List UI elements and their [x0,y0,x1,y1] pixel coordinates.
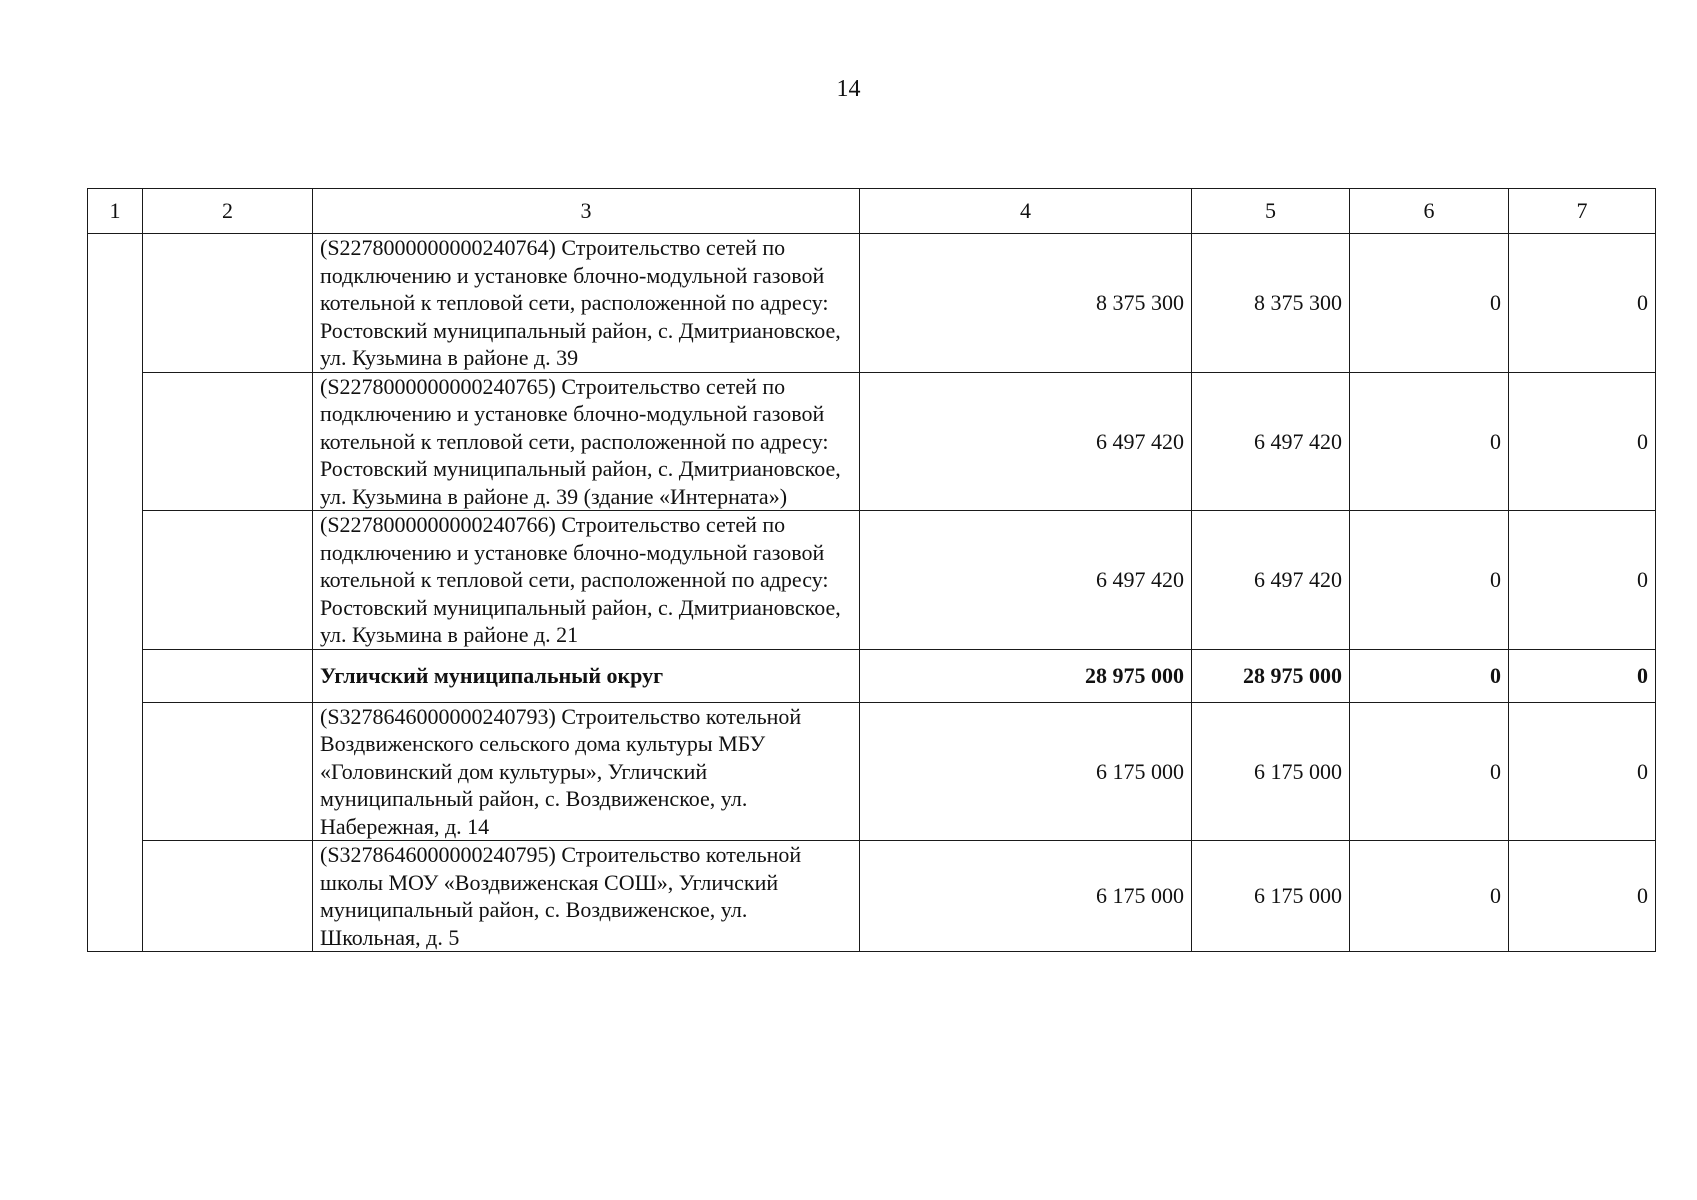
column-2-cell [143,649,313,702]
row-value-col4: 6 175 000 [860,702,1192,841]
column-header-2: 2 [143,189,313,234]
row-value-col5: 8 375 300 [1192,234,1350,373]
row-description: (S3278646000000240795) Строительство котельной школы МОУ «Воздвиженская СОШ», Угличский муниципальный район, с. Воздвиженское, ул. Школьная, д. 5 [313,841,860,952]
column-header-1: 1 [88,189,143,234]
column-header-6: 6 [1350,189,1509,234]
row-value-col7: 0 [1509,702,1656,841]
row-description: (S2278000000000240765) Строительство сетей по подключению и установке блочно-модульной газовой котельной к тепловой сети, расположенной по адресу: Ростовский муниципальный район, с. Дмитриановское, ул. Кузьмина в районе д. 39 (здание «Интерната») [313,372,860,511]
column-header-7: 7 [1509,189,1656,234]
column-header-3: 3 [313,189,860,234]
row-value-col6: 0 [1350,841,1509,952]
table-row [88,372,1656,511]
subtotal-row [88,649,1656,702]
row-value-col6: 0 [1350,234,1509,373]
row-description: (S2278000000000240766) Строительство сетей по подключению и установке блочно-модульной газовой котельной к тепловой сети, расположенной по адресу: Ростовский муниципальный район, с. Дмитриановское, ул. Кузьмина в районе д. 21 [313,511,860,650]
subtotal-value-col4: 28 975 000 [860,649,1192,702]
row-value-col4: 8 375 300 [860,234,1192,373]
row-value-col7: 0 [1509,372,1656,511]
column-1-cell [88,234,143,952]
table-row [88,702,1656,841]
table-row [88,234,1656,373]
table-row [88,511,1656,650]
row-value-col7: 0 [1509,234,1656,373]
row-value-col6: 0 [1350,511,1509,650]
row-value-col7: 0 [1509,511,1656,650]
subtotal-value-col6: 0 [1350,649,1509,702]
row-value-col4: 6 497 420 [860,511,1192,650]
column-2-cell [143,511,313,650]
row-value-col6: 0 [1350,702,1509,841]
row-value-col4: 6 497 420 [860,372,1192,511]
row-value-col5: 6 175 000 [1192,702,1350,841]
row-value-col5: 6 175 000 [1192,841,1350,952]
row-value-col5: 6 497 420 [1192,372,1350,511]
row-description: (S2278000000000240764) Строительство сетей по подключению и установке блочно-модульной газовой котельной к тепловой сети, расположенной по адресу: Ростовский муниципальный район, с. Дмитриановское, ул. Кузьмина в районе д. 39 [313,234,860,373]
row-value-col4: 6 175 000 [860,841,1192,952]
column-2-cell [143,841,313,952]
subtotal-label: Угличский муниципальный округ [313,649,860,702]
column-header-5: 5 [1192,189,1350,234]
subtotal-value-col5: 28 975 000 [1192,649,1350,702]
budget-table [87,188,1656,952]
subtotal-value-col7: 0 [1509,649,1656,702]
row-description: (S3278646000000240793) Строительство котельной Воздвиженского сельского дома культуры МБУ «Головинский дом культуры», Угличский муниципальный район, с. Воздвиженское, ул. Набережная, д. 14 [313,702,860,841]
table-row [88,841,1656,952]
page-number: 14 [836,76,861,102]
table-header-row [88,189,1656,234]
row-value-col5: 6 497 420 [1192,511,1350,650]
column-2-cell [143,234,313,373]
column-header-4: 4 [860,189,1192,234]
row-value-col6: 0 [1350,372,1509,511]
column-2-cell [143,372,313,511]
row-value-col7: 0 [1509,841,1656,952]
column-2-cell [143,702,313,841]
